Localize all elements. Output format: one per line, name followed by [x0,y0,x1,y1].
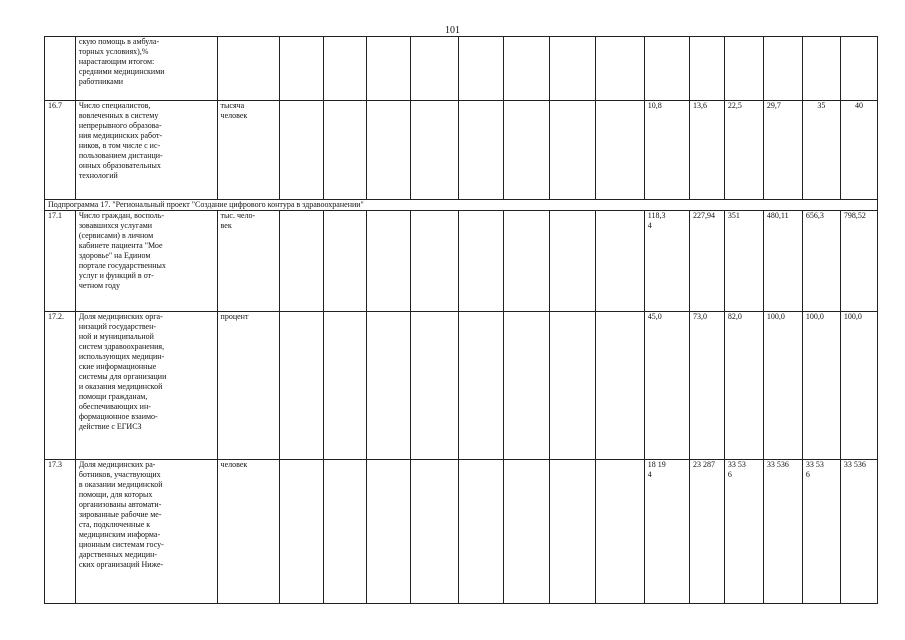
empty-cell [367,37,410,101]
row-number: 16.7 [45,101,76,200]
row-number: 17.2. [45,312,76,460]
value-cell: 23 287 [689,460,724,604]
unit-of-measure: тыс. чело- век [217,211,280,312]
empty-cell [410,460,458,604]
empty-cell [280,211,324,312]
row-number: 17.3 [45,460,76,604]
empty-cell [280,460,324,604]
subprogram-title: Подпрограмма 17. "Региональный проект "Создание цифрового контура в здравоохранении" [45,200,878,211]
empty-cell [367,312,410,460]
empty-cell [324,312,367,460]
empty-cell [596,37,644,101]
empty-cell [596,460,644,604]
empty-cell [504,101,550,200]
value-cell: 351 [724,211,763,312]
empty-cell [596,101,644,200]
value-cell: 798,52 [840,211,877,312]
value-cell: 10,8 [644,101,689,200]
empty-cell [596,211,644,312]
empty-cell [458,101,503,200]
value-cell: 13,6 [689,101,724,200]
value-cell: 35 [802,101,840,200]
indicator-description: Доля медицинских орга- низаций государствен- ной и муниципальной систем здравоохранения, использующих медицин- ские информационные системы для организации и оказания медицинской помощи гражданам, обеспечивающих ин- формационное взаимо- действие с ЕГИСЗ [75,312,217,460]
unit-of-measure [217,37,280,101]
table-row [45,101,878,200]
value-cell: 73,0 [689,312,724,460]
value-cell: 45,0 [644,312,689,460]
empty-cell [550,37,596,101]
value-cell: 33 53 6 [724,460,763,604]
table-row [45,37,878,101]
value-cell: 33 536 [763,460,802,604]
value-cell: 100,0 [763,312,802,460]
empty-cell [367,101,410,200]
empty-cell [458,460,503,604]
empty-cell [550,460,596,604]
empty-cell [324,37,367,101]
value-cell: 656,3 [802,211,840,312]
indicators-table [44,36,878,604]
indicator-description: Число граждан, восполь- зовавшихся услугами (сервисами) в личном кабинете пациента "Мое здоровье" на Едином портале государственных услуг и функций в от- четном году [75,211,217,312]
value-cell: 29,7 [763,101,802,200]
value-cell: 18 19 4 [644,460,689,604]
empty-cell [504,460,550,604]
value-cell: 40 [840,101,877,200]
empty-cell [410,312,458,460]
empty-cell [367,460,410,604]
empty-cell [410,37,458,101]
page-number: 101 [445,25,460,36]
table-row [45,312,878,460]
value-cell [840,37,877,101]
empty-cell [280,37,324,101]
unit-of-measure: человек [217,460,280,604]
empty-cell [324,211,367,312]
unit-of-measure: тысяча человек [217,101,280,200]
empty-cell [410,211,458,312]
value-cell: 118,3 4 [644,211,689,312]
empty-cell [458,312,503,460]
empty-cell [280,312,324,460]
empty-cell [550,211,596,312]
value-cell: 82,0 [724,312,763,460]
empty-cell [458,37,503,101]
unit-of-measure: процент [217,312,280,460]
value-cell: 22,5 [724,101,763,200]
value-cell [724,37,763,101]
value-cell: 33 536 [840,460,877,604]
table-row [45,211,878,312]
indicator-description: скую помощь в амбула- торных условиях),% нарастающим итогом: средними медицинскими работниками [75,37,217,101]
empty-cell [410,101,458,200]
row-number: 17.1 [45,211,76,312]
table-row [45,460,878,604]
value-cell [802,37,840,101]
indicator-description: Число специалистов, вовлеченных в систему непрерывного образова- ния медицинских работ- ников, в том числе с ис- пользованием дистанци- онных образовательных технологий [75,101,217,200]
empty-cell [504,312,550,460]
value-cell: 33 53 6 [802,460,840,604]
empty-cell [367,211,410,312]
value-cell [763,37,802,101]
empty-cell [324,101,367,200]
empty-cell [504,211,550,312]
value-cell [689,37,724,101]
empty-cell [596,312,644,460]
row-number [45,37,76,101]
subprogram-row [45,200,878,211]
empty-cell [324,460,367,604]
value-cell: 480,11 [763,211,802,312]
value-cell: 100,0 [840,312,877,460]
empty-cell [280,101,324,200]
empty-cell [550,312,596,460]
value-cell [644,37,689,101]
indicator-description: Доля медицинских ра- ботников, участвующих в оказании медицинской помощи, для которых организованы автомати- зированные рабочие ме- ста, подключенные к медицинским информа- ционным системам госу- дарственных медицин- ских организаций Ниже- [75,460,217,604]
value-cell: 227,94 [689,211,724,312]
empty-cell [458,211,503,312]
value-cell: 100,0 [802,312,840,460]
empty-cell [504,37,550,101]
empty-cell [550,101,596,200]
